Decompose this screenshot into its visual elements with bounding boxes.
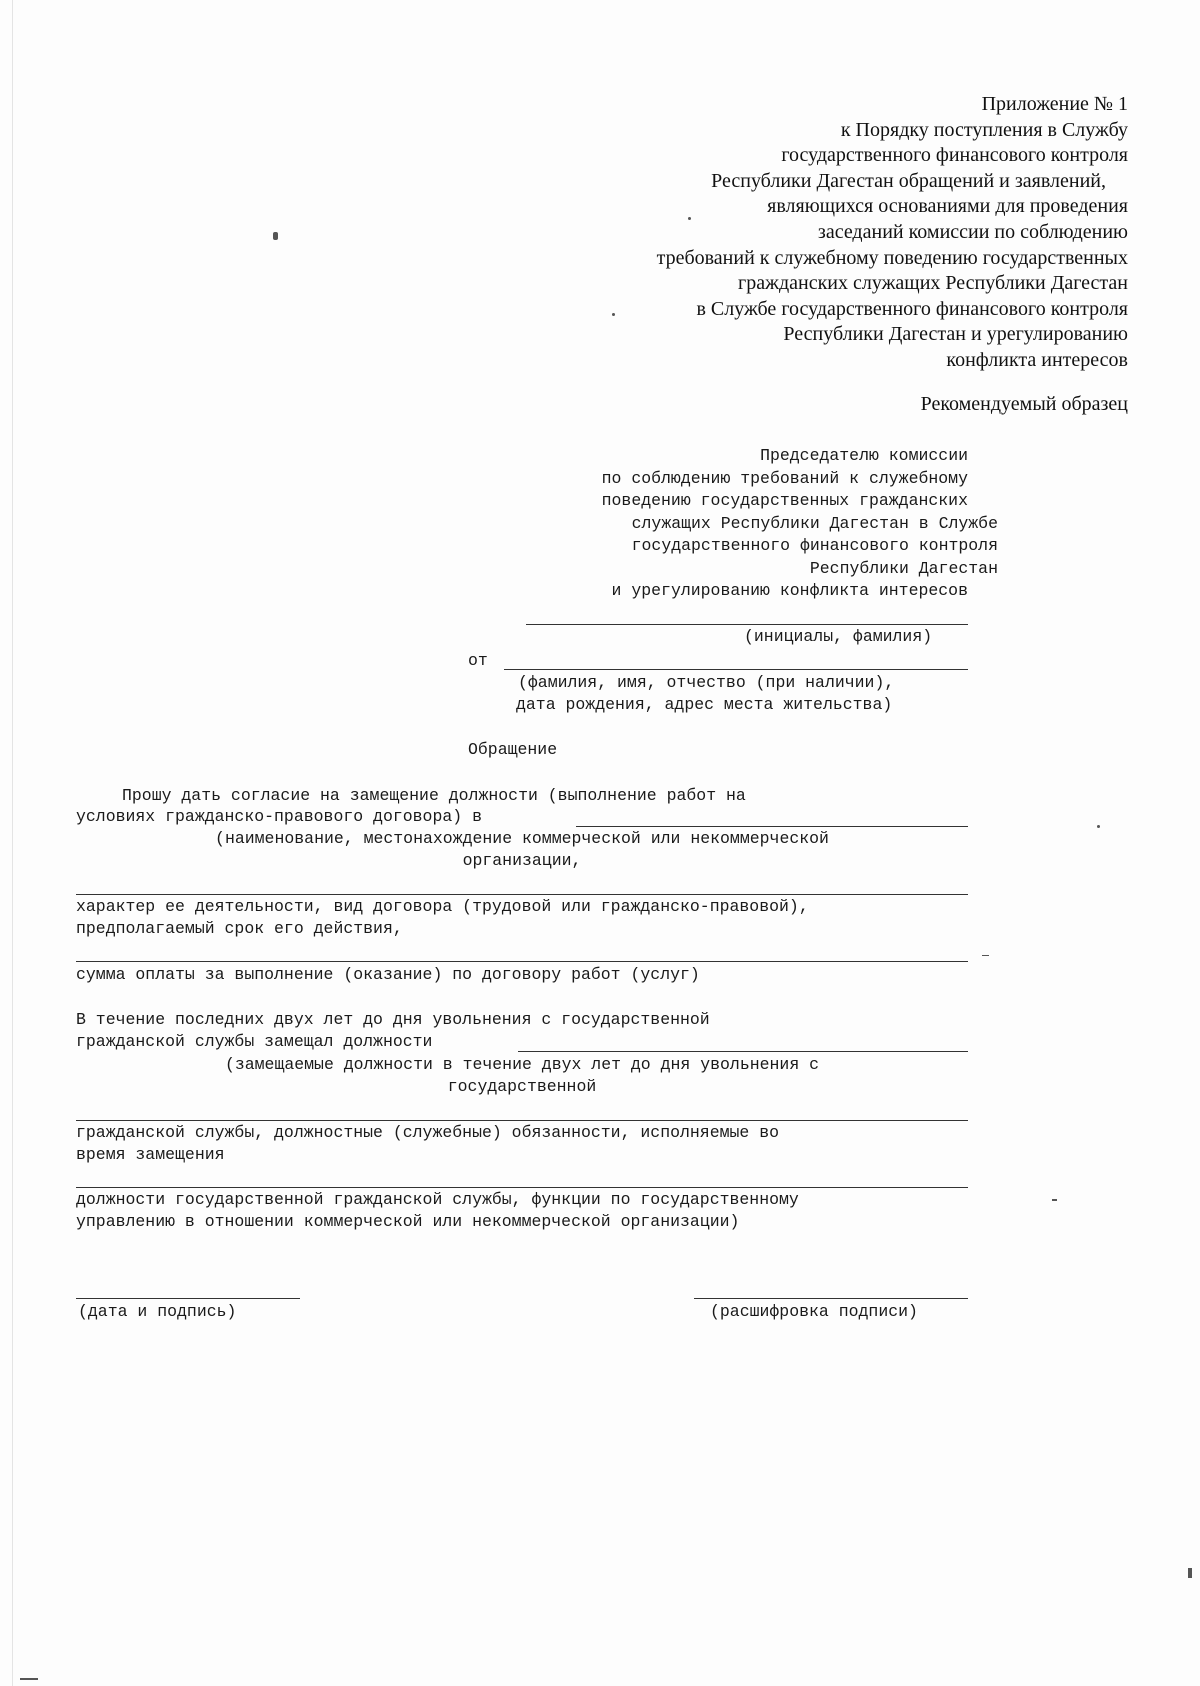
from-line[interactable] [504,669,968,670]
caption-text: государственной [447,1077,597,1096]
addressee-line: поведению государственных гражданских [601,491,968,510]
appendix-line: являющихся основаниями для проведения [767,195,1128,218]
addressee-line: и урегулированию конфликта интересов [611,581,968,600]
caption-text: сумма оплаты за выполнение (оказание) по договору работ (услуг) [76,965,700,984]
scan-artifact [1097,825,1100,828]
from-caption-1: (фамилия, имя, отчество (при наличии), [518,673,895,692]
addressee-line: Республики Дагестан [809,558,998,578]
initials-caption: (инициалы, фамилия) [744,627,933,646]
appendix-line: гражданских служащих Республики Дагестан [738,272,1128,295]
scan-artifact [12,0,13,1686]
scan-artifact [273,232,278,240]
caption-text: характер ее деятельности, вид договора (трудовой или гражданско-правовой), [76,897,809,916]
body-text: В течение последних двух лет до дня увольнения с государственной [76,1010,710,1029]
addressee-block [520,445,998,603]
contract-line[interactable] [76,961,968,962]
date-signature-caption: (дата и подпись) [78,1302,237,1321]
recommended-sample-label: Рекомендуемый образец [920,393,1128,415]
appendix-line: требований к служебному поведению государственных [656,246,1128,269]
scan-artifact [1188,1568,1192,1578]
appendix-line: государственного финансового контроля [781,144,1128,167]
appendix-line: в Службе государственного финансового контроля [696,297,1128,320]
caption-text: (замещаемые должности в течение двух лет до дня увольнения с [224,1055,820,1074]
scan-artifact [1052,1199,1057,1201]
addressee-line: государственного финансового контроля [631,536,998,555]
addressee-line: Председателю комиссии [760,446,968,465]
caption-text: (наименование, местонахождение коммерческой или некоммерческой [215,829,829,848]
positions-line[interactable] [518,1051,968,1052]
caption-text: управлению в отношении коммерческой или некоммерческой организации) [76,1212,740,1231]
caption-text: время замещения [76,1145,225,1164]
document-title: Обращение [468,740,558,759]
organization-line-2[interactable] [76,894,968,895]
scan-artifact [612,313,615,316]
body-text: Прошу дать согласие на замещение должности (выполнение работ на [122,786,746,805]
body-text: условиях гражданско-правового договора) в [76,807,482,826]
caption-text: гражданской службы, должностные (служебные) обязанности, исполняемые во [76,1123,780,1142]
signature-decode-line[interactable] [694,1298,968,1299]
from-label: от [468,651,488,670]
addressee-line: по соблюдению требований к служебному [601,468,968,488]
date-signature-line[interactable] [76,1298,300,1299]
appendix-line: Республики Дагестан обращений и заявлений, [711,169,1106,192]
appendix-line: заседаний комиссии по соблюдению [817,220,1128,243]
addressee-line: служащих Республики Дагестан в Службе [631,513,998,533]
positions-line-2[interactable] [76,1120,968,1121]
appendix-line: конфликта интересов [946,348,1128,371]
body-text: гражданской службы замещал должности [76,1032,433,1051]
appendix-line: Приложение № 1 [981,93,1128,115]
scan-artifact [982,955,989,956]
caption-text: должности государственной гражданской службы, функции по государственному [76,1190,799,1209]
caption-text: организации, [462,851,582,870]
appendix-line: к Порядку поступления в Службу [840,118,1128,141]
appendix-header [657,92,1128,374]
duties-line[interactable] [76,1187,968,1188]
scan-artifact [20,1678,38,1680]
caption-text: предполагаемый срок его действия, [76,919,403,938]
organization-line[interactable] [576,826,968,827]
from-caption-2: дата рождения, адрес места жительства) [516,695,893,714]
signature-decode-caption: (расшифровка подписи) [710,1302,918,1321]
appendix-line: Республики Дагестан и урегулированию [783,323,1128,346]
scan-artifact [688,217,691,220]
initials-line[interactable] [526,624,968,625]
